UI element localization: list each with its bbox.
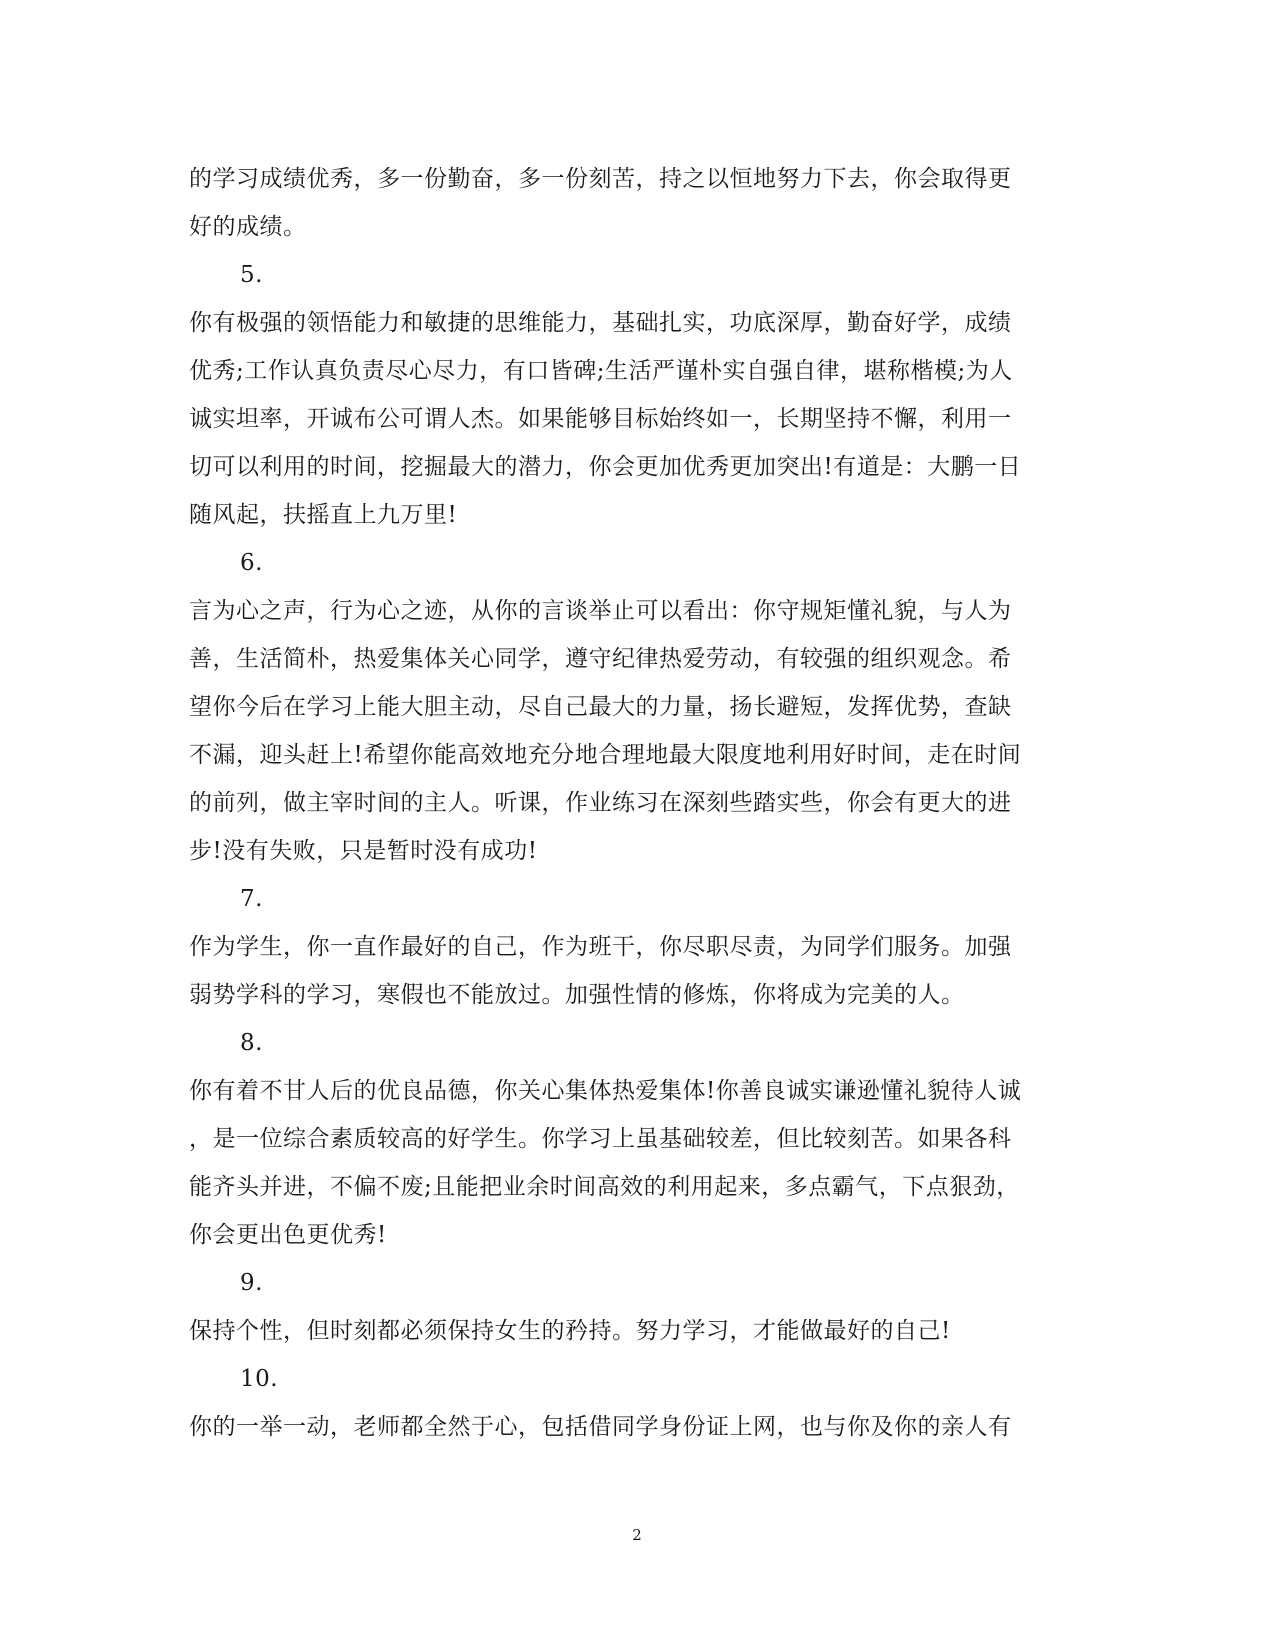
text-line: 随风起，扶摇直上九万里! [189, 502, 458, 528]
text-line: 诚实坦率，开诚布公可谓人杰。如果能够目标始终如一，长期坚持不懈，利用一 [189, 406, 1012, 432]
text-line: 你有着不甘人后的优良品德，你关心集体热爱集体!你善良诚实谦逊懂礼貌待人诚 [189, 1078, 1022, 1104]
text-line: 不漏，迎头赶上!希望你能高效地充分地合理地最大限度地利用好时间，走在时间 [189, 742, 1022, 768]
page-number: 2 [632, 1526, 642, 1544]
text-line: 言为心之声，行为心之迹，从你的言谈举止可以看出：你守规矩懂礼貌，与人为 [189, 598, 1012, 624]
text-line: 步!没有失败，只是暂时没有成功! [189, 838, 538, 864]
text-line: ，是一位综合素质较高的好学生。你学习上虽基础较差，但比较刻苦。如果各科 [189, 1126, 1012, 1152]
item-number: 8. [240, 1030, 263, 1056]
text-line: 优秀;工作认真负责尽心尽力，有口皆碑;生活严谨朴实自强自律，堪称楷模;为人 [189, 358, 1013, 384]
text-line: 的前列，做主宰时间的主人。听课，作业练习在深刻些踏实些，你会有更大的进 [189, 790, 1012, 816]
item-number: 10. [240, 1366, 279, 1392]
text-line: 弱势学科的学习，寒假也不能放过。加强性情的修炼，你将成为完美的人。 [189, 982, 965, 1008]
item-number: 5. [240, 262, 263, 288]
item-number: 6. [240, 550, 263, 576]
item-number: 9. [240, 1270, 263, 1296]
text-line: 你的一举一动，老师都全然于心，包括借同学身份证上网，也与你及你的亲人有 [189, 1414, 1012, 1440]
text-line: 望你今后在学习上能大胆主动，尽自己最大的力量，扬长避短，发挥优势，查缺 [189, 694, 1012, 720]
text-line: 能齐头并进，不偏不废;且能把业余时间高效的利用起来，多点霸气，下点狠劲， [189, 1174, 1020, 1200]
body-text [189, 155, 1079, 1451]
text-line: 你会更出色更优秀! [189, 1222, 387, 1248]
text-line: 善，生活简朴，热爱集体关心同学，遵守纪律热爱劳动，有较强的组织观念。希 [189, 646, 1012, 672]
text-line: 作为学生，你一直作最好的自己，作为班干，你尽职尽责，为同学们服务。加强 [189, 934, 1012, 960]
text-line: 好的成绩。 [189, 214, 307, 240]
item-number: 7. [240, 886, 263, 912]
text-line: 保持个性，但时刻都必须保持女生的矜持。努力学习，才能做最好的自己! [189, 1318, 951, 1344]
text-line: 的学习成绩优秀，多一份勤奋，多一份刻苦，持之以恒地努力下去，你会取得更 [189, 166, 1012, 192]
text-line: 你有极强的领悟能力和敏捷的思维能力，基础扎实，功底深厚，勤奋好学，成绩 [189, 310, 1012, 336]
text-line: 切可以利用的时间，挖掘最大的潜力，你会更加优秀更加突出!有道是：大鹏一日 [189, 454, 1022, 480]
